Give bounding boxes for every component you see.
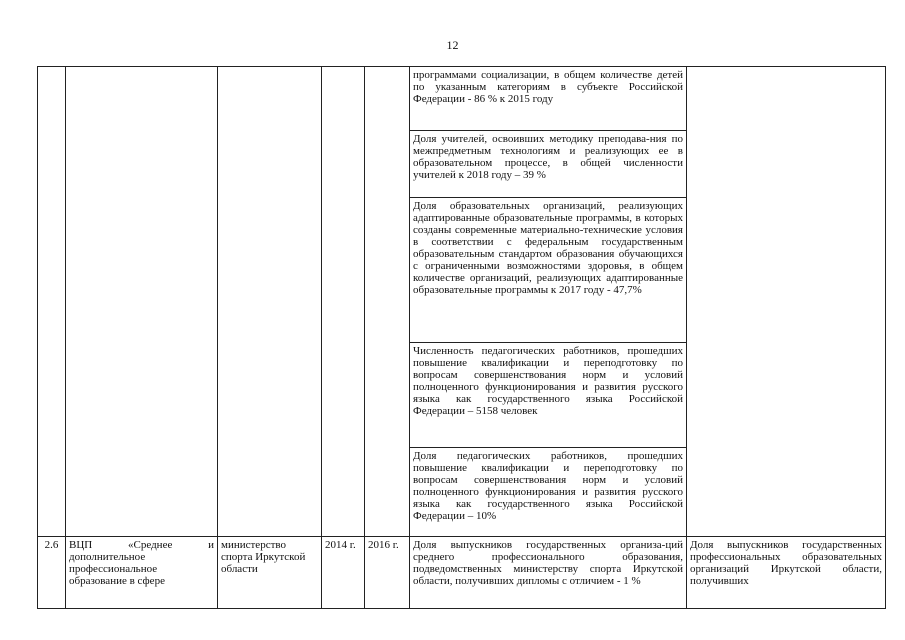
indicator-cell: Доля педагогических работников, прошедших повышение квалификации и переподготовку по вопросам совершенствования норм и условий полноценного функционирования и развития русского языка как государственного языка Российской Федерации – 10%: [410, 448, 687, 537]
page-number: 12: [446, 38, 459, 52]
cell-end-empty: [365, 67, 410, 537]
relation-cell: Доля выпускников государственных профессиональных образовательных организаций Иркутской области, получивших: [687, 537, 886, 609]
indicator-cell: Доля учителей, освоивших методику преподава-ния по межпредметным технологиям и реализующих ее в образовательном процессе, в общей численности учителей к 2018 году – 39 %: [410, 131, 687, 198]
start-year: 2014 г.: [322, 537, 365, 609]
program-name: ВЦП «Среднее и дополнительное профессиональное образование в сфере: [66, 537, 218, 609]
program-table: [37, 66, 886, 609]
indicator-cell: Доля образовательных организаций, реализующих адаптированные образовательные программы, в которых созданы современные материально-технические условия в соответствии с федеральным государственным образовательным стандартом образования обучающихся с ограниченными возможностями здоровья, в общем количестве организаций, реализующих адаптированные образовательные программы к 2017 году - 47,7%: [410, 198, 687, 343]
cell-number-empty: [38, 67, 66, 537]
cell-executor-empty: [218, 67, 322, 537]
end-year: 2016 г.: [365, 537, 410, 609]
cell-relation-empty: [687, 67, 886, 537]
continuation-row-1: [38, 67, 886, 131]
indicator-cell: программами социализации, в общем количестве детей по указанным категориям в субъекте Российской Федерации - 86 % к 2015 году: [410, 67, 687, 131]
indicator-cell: Доля выпускников государственных организа-ций среднего профессионального образования, подведомственных министерству спорта Иркутской области, получивших дипломы с отличием - 1 %: [410, 537, 687, 609]
row-number: 2.6: [38, 537, 66, 609]
table-row-2-6: [38, 537, 886, 609]
indicator-cell: Численность педагогических работников, прошедших повышение квалификации и переподготовку по вопросам совершенствования норм и условий полноценного функционирования и развития русского языка как государственного языка Российской Федерации – 5158 человек: [410, 343, 687, 448]
cell-name-empty: [66, 67, 218, 537]
cell-start-empty: [322, 67, 365, 537]
program-executor: министерство спорта Иркутской области: [218, 537, 322, 609]
